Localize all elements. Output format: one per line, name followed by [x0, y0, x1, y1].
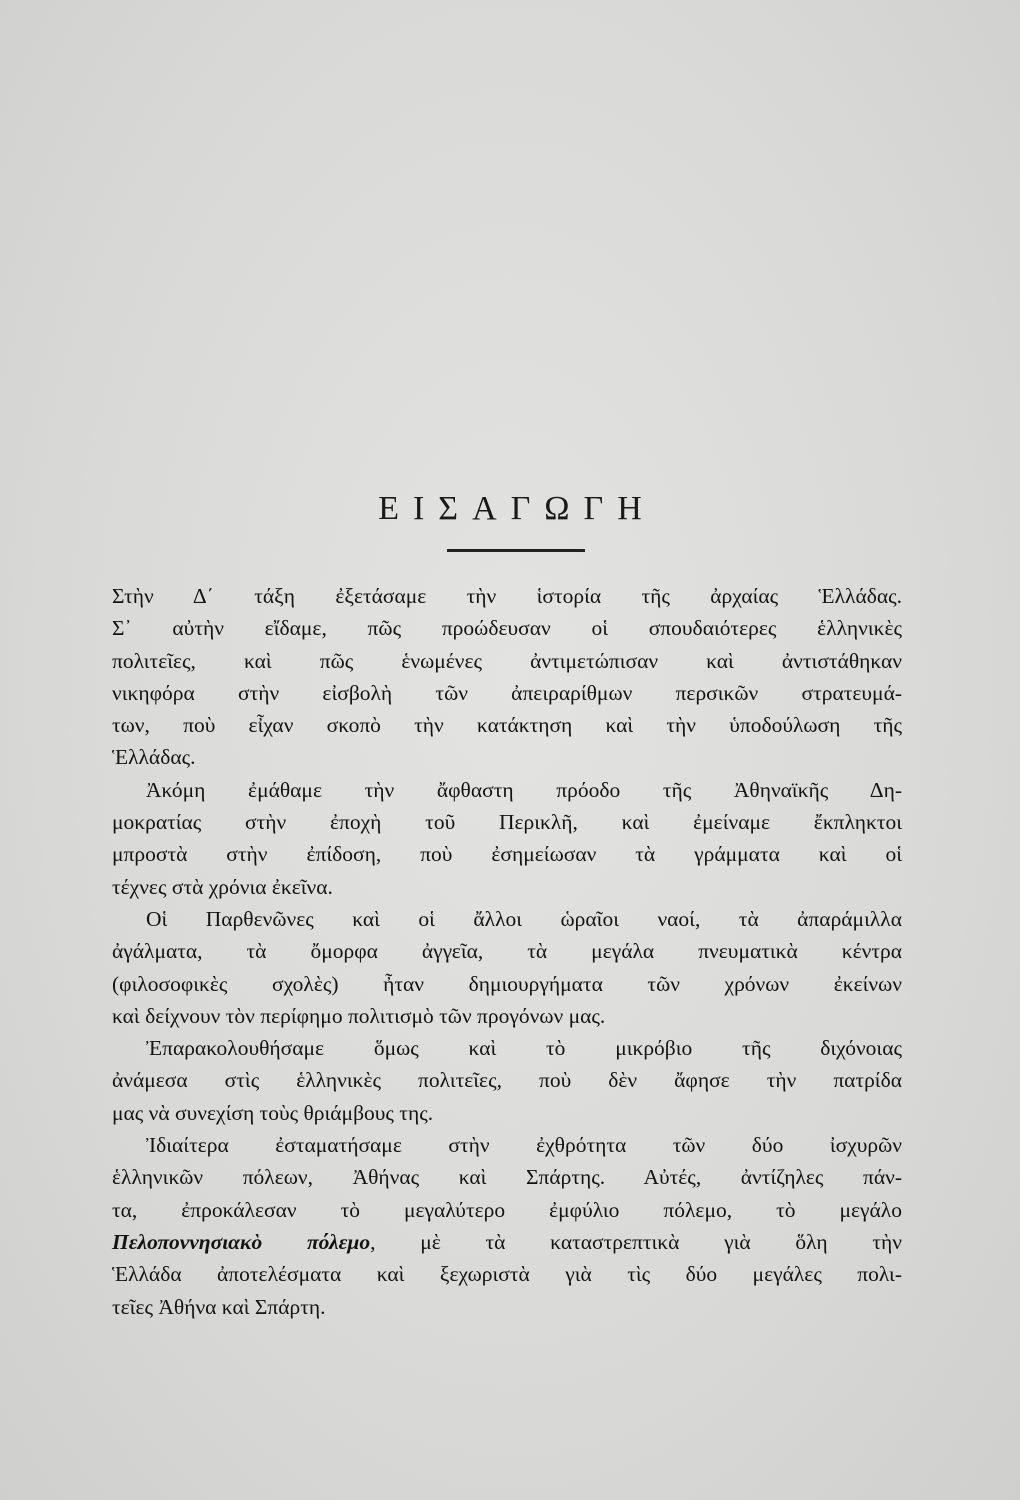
text-line: νικηφόρα στὴν εἰσβολὴ τῶν ἀπειραρίθμων περσικῶν στρατευμά-	[112, 680, 902, 705]
text-line: μας νὰ συνεχίση τοὺς θριάμβους της.	[112, 1100, 434, 1125]
title-underline	[447, 549, 585, 552]
paragraph	[112, 903, 902, 1032]
text-line: Ἐπαρακολουθήσαμε ὅμως καὶ τὸ μικρόβιο τῆς διχόνοιας	[146, 1036, 902, 1061]
text-line: μοκρατίας στὴν ἐποχὴ τοῦ Περικλῆ, καὶ ἐμείναμε ἔκπληκτοι	[112, 810, 902, 835]
text-line: Σ᾿ αὐτὴν εἴδαμε, πῶς προώδευσαν οἱ σπουδαιότερες ἑλληνικὲς	[112, 616, 902, 641]
emphasized-term: Πελοποννησιακὸ πόλεμο	[112, 1229, 371, 1254]
text-line	[112, 1226, 902, 1258]
text-line: τέχνες στὰ χρόνια ἐκεῖνα.	[112, 874, 333, 899]
text-line: Ἰδιαίτερα ἐσταματήσαμε στὴν ἐχθρότητα τῶν δύο ἰσχυρῶν	[146, 1133, 902, 1158]
text-line: Οἱ Παρθενῶνες καὶ οἱ ἄλλοι ὡραῖοι ναοί, τὰ ἀπαράμιλλα	[146, 906, 902, 931]
text-line: Ἀκόμη ἐμάθαμε τὴν ἄφθαστη πρόοδο τῆς Ἀθηναϊκῆς Δη-	[146, 777, 902, 802]
text-line: (φιλοσοφικὲς σχολὲς) ἦταν δημιουργήματα τῶν χρόνων ἐκείνων	[112, 971, 902, 996]
text-line: τεῖες Ἀθήνα καὶ Σπάρτη.	[112, 1294, 326, 1319]
text-line: Ἑλλάδας.	[112, 745, 196, 770]
text-line: μπροστὰ στὴν ἐπίδοση, ποὺ ἐσημείωσαν τὰ γράμματα καὶ οἱ	[112, 842, 902, 867]
text-line: πολιτεῖες, καὶ πῶς ἑνωμένες ἀντιμετώπισαν καὶ ἀντιστάθηκαν	[112, 648, 902, 673]
text-line: ἀγάλματα, τὰ ὄμορφα ἀγγεῖα, τὰ μεγάλα πνευματικὰ κέντρα	[112, 939, 902, 964]
text-line: Στὴν Δ΄ τάξη ἐξετάσαμε τὴν ἱστορία τῆς ἀρχαίας Ἑλλάδας.	[112, 584, 902, 608]
paragraph	[112, 580, 902, 774]
text-line: των, ποὺ εἶχαν σκοπὸ τὴν κατάκτηση καὶ τὴν ὑποδούλωση τῆς	[112, 713, 902, 738]
paragraph	[112, 1129, 902, 1323]
introduction-text	[112, 580, 902, 1323]
text-fragment: , μὲ τὰ καταστρεπτικὰ γιὰ ὅλη τὴν	[370, 1229, 902, 1254]
chapter-title: ΕΙΣΑΓΩΓΗ	[378, 490, 656, 527]
paragraph	[112, 774, 902, 903]
text-line: ἀνάμεσα στὶς ἑλληνικὲς πολιτεῖες, ποὺ δὲν ἄφησε τὴν πατρίδα	[112, 1068, 902, 1093]
text-line: Ἑλλάδα ἀποτελέσματα καὶ ξεχωριστὰ γιὰ τὶς δύο μεγάλες πολι-	[112, 1262, 902, 1287]
text-line: ἑλληνικῶν πόλεων, Ἀθήνας καὶ Σπάρτης. Αὐτές, ἀντίζηλες πάν-	[112, 1165, 902, 1190]
text-line: καὶ δείχνουν τὸν περίφημο πολιτισμὸ τῶν προγόνων μας.	[112, 1003, 606, 1028]
text-line: τα, ἐπροκάλεσαν τὸ μεγαλύτερο ἐμφύλιο πόλεμο, τὸ μεγάλο	[112, 1197, 902, 1222]
paragraph	[112, 1032, 902, 1129]
